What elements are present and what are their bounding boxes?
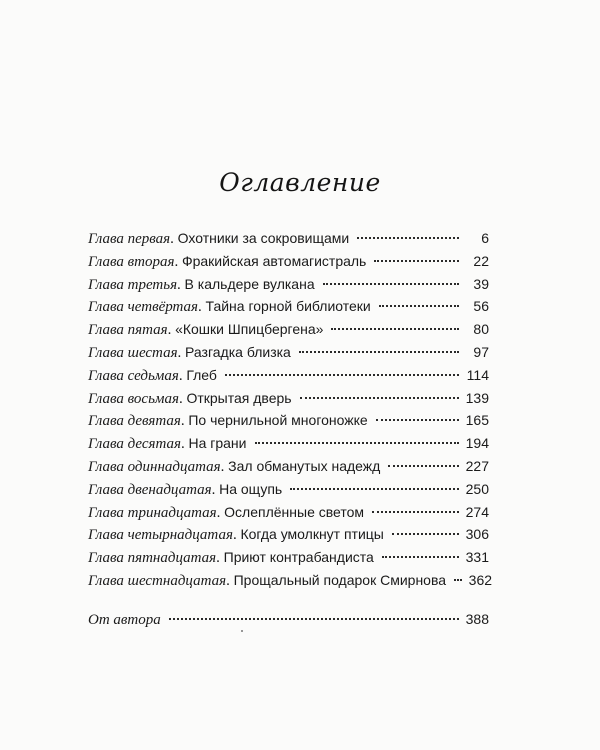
chapter-title: На ощупь: [219, 480, 283, 497]
chapter-label: Глава пятнадцатая: [88, 550, 217, 567]
page-number: 388: [465, 610, 489, 627]
chapter-label: Глава четвёртая: [88, 299, 199, 316]
toc-entry-author-note[interactable]: [88, 608, 489, 631]
page-number: 56: [473, 298, 489, 315]
print-speck: [241, 630, 243, 632]
toc-entry-7[interactable]: Глава седьмая . Глеб 114: [88, 364, 489, 387]
chapter-title: На грани: [188, 435, 247, 452]
toc-entry-2[interactable]: Глава вторая . Фракийская автомагистраль 22: [88, 250, 489, 273]
page-number: 250: [465, 480, 489, 497]
chapter-title: Глеб: [186, 366, 217, 383]
toc-entry-4[interactable]: Глава четвёртая . Тайна горной библиотеки 56: [88, 295, 489, 318]
dot-leader: [290, 488, 459, 490]
dot-leader: [382, 556, 459, 558]
toc-entry-10[interactable]: Глава десятая . На грани 194: [88, 432, 489, 455]
dot-leader: [300, 397, 459, 399]
page-number: 306: [465, 526, 489, 543]
toc-entry-14[interactable]: Глава четырнадцатая . Когда умолкнут птицы 306: [88, 523, 489, 546]
toc-entry-9[interactable]: Глава девятая . По чернильной многоножке 165: [88, 409, 489, 432]
chapter-label: Глава первая: [88, 231, 171, 247]
chapter-label: Глава шестнадцатая: [88, 572, 227, 589]
chapter-title: Прощальный подарок Смирнова: [233, 571, 447, 588]
chapter-label: Глава шестая: [88, 344, 178, 361]
page-number: 139: [465, 389, 489, 406]
toc-entry-8[interactable]: Глава восьмая . Открытая дверь 139: [88, 387, 489, 410]
dot-leader: [376, 419, 459, 421]
toc-entry-1[interactable]: Глава первая . Охотники за сокровищами 6: [88, 227, 489, 250]
toc-entry-12[interactable]: Глава двенадцатая . На ощупь 250: [88, 478, 489, 501]
chapter-title: Приют контрабандиста: [223, 549, 374, 566]
chapter-title: Разгадка близка: [185, 343, 291, 360]
page-number: 80: [473, 321, 489, 338]
chapter-label: Глава четырнадцатая: [88, 527, 233, 544]
chapter-label: Глава тринадцатая: [88, 504, 217, 521]
table-of-contents: [88, 227, 493, 631]
chapter-title: Фракийская автомагистраль: [181, 252, 367, 269]
dot-leader: [323, 283, 459, 285]
page-number: 331: [465, 549, 489, 566]
page-number: 114: [466, 366, 489, 383]
dot-leader: [392, 533, 459, 535]
chapter-title: Охотники за сокровищами: [177, 230, 350, 246]
page-number: 39: [473, 275, 489, 292]
chapter-label: Глава восьмая: [88, 390, 179, 407]
dot-leader: [388, 465, 459, 467]
chapter-label: Глава одиннадцатая: [88, 458, 221, 475]
chapter-label: Глава пятая: [88, 322, 168, 339]
toc-entry-13[interactable]: Глава тринадцатая . Ослеплённые светом 274: [88, 501, 489, 524]
page-number: 227: [465, 457, 489, 474]
toc-entry-6[interactable]: Глава шестая . Разгадка близка 97: [88, 341, 489, 364]
dot-leader: [374, 260, 459, 262]
chapter-title: Ослеплённые светом: [224, 503, 365, 520]
chapter-title: Тайна горной библиотеки: [205, 298, 371, 315]
dot-leader: [299, 351, 459, 353]
chapter-label: Глава третья: [88, 276, 178, 293]
toc-entry-5[interactable]: Глава пятая . «Кошки Шпицбергена» 80: [88, 318, 489, 341]
dot-leader: [225, 374, 459, 376]
chapter-label: Глава двенадцатая: [88, 481, 212, 498]
chapter-label: Глава девятая: [88, 413, 181, 430]
chapter-title: Когда умолкнут птицы: [240, 526, 384, 543]
chapter-title: Зал обманутых надежд: [228, 457, 381, 474]
page-title: Оглавление: [219, 168, 381, 197]
chapter-label: Глава десятая: [88, 436, 181, 453]
page-number: 22: [473, 252, 489, 269]
page-number: 274: [465, 503, 489, 520]
toc-entry-3[interactable]: Глава третья . В кальдере вулкана 39: [88, 273, 489, 296]
chapter-title: Открытая дверь: [186, 389, 292, 406]
dot-leader: [454, 579, 462, 581]
page-number: 194: [465, 435, 489, 452]
toc-entry-11[interactable]: Глава одиннадцатая . Зал обманутых надежд 227: [88, 455, 489, 478]
chapter-title: По чернильной многоножке: [188, 412, 368, 429]
toc-entry-16[interactable]: Глава шестнадцатая . Прощальный подарок Смирнова 362: [88, 569, 489, 592]
dot-leader: [357, 237, 459, 239]
toc-entry-15[interactable]: Глава пятнадцатая . Приют контрабандиста 331: [88, 546, 489, 569]
chapter-label: Глава седьмая: [88, 367, 179, 384]
dot-leader: [255, 442, 460, 444]
author-note-label: От автора: [88, 611, 161, 628]
page-number: 362: [468, 571, 493, 588]
page-number: 6: [481, 230, 489, 246]
dot-leader: [331, 328, 459, 330]
page-number: 165: [465, 412, 489, 429]
chapter-label: Глава вторая: [88, 253, 175, 270]
chapter-title: В кальдере вулкана: [184, 275, 315, 292]
chapter-title: «Кошки Шпицбергена»: [175, 321, 324, 338]
dot-leader: [169, 618, 459, 620]
dot-leader: [379, 305, 459, 307]
page-number: 97: [473, 343, 489, 360]
dot-leader: [372, 511, 459, 513]
